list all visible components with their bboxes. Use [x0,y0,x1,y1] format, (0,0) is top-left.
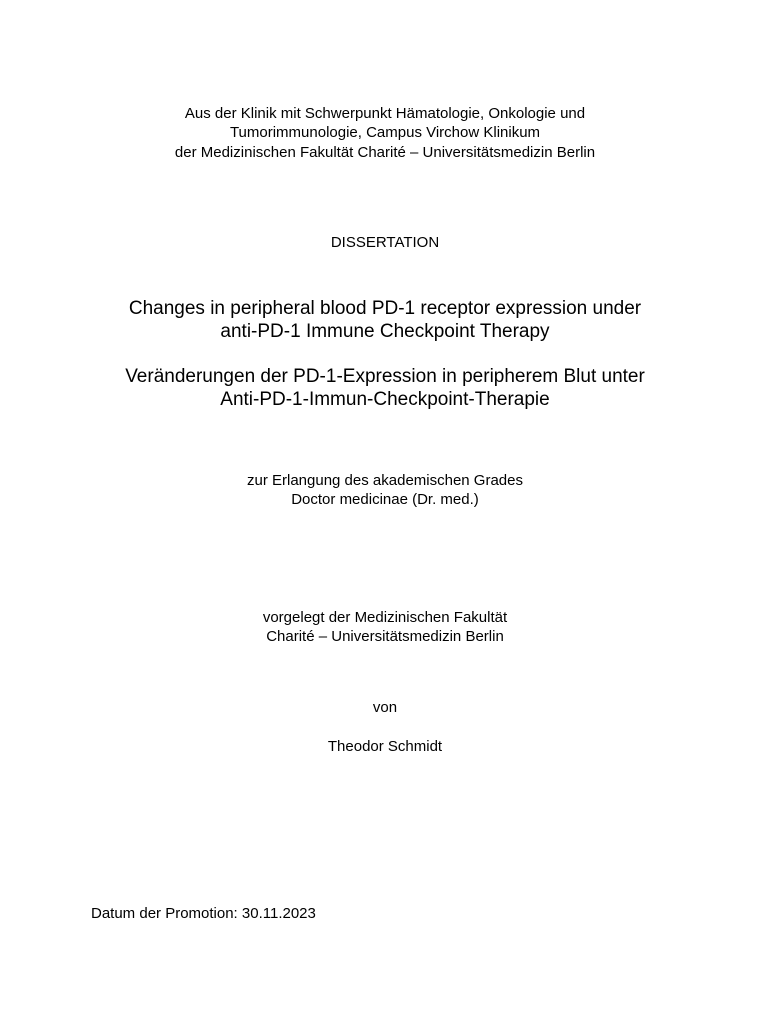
promotion-date: Datum der Promotion: 30.11.2023 [91,905,316,922]
degree-line-1: zur Erlangung des akademischen Grades [247,472,523,489]
institution-line-2: Tumorimmunologie, Campus Virchow Klinikum [229,124,541,141]
von-label: von [372,699,398,716]
degree-line-2: Doctor medicinae (Dr. med.) [291,491,479,508]
english-title-line-1: Changes in peripheral blood PD-1 receptor expression under [128,298,642,319]
submitted-line-2: Charité – Universitätsmedizin Berlin [266,628,504,645]
institution-line-3: der Medizinischen Fakultät Charité – Universitätsmedizin Berlin [174,144,596,161]
submitted-line-1: vorgelegt der Medizinischen Fakultät [262,609,508,626]
english-title-line-2: anti-PD-1 Immune Checkpoint Therapy [220,321,550,342]
author-name: Theodor Schmidt [327,738,443,755]
german-title-line-2: Anti-PD-1-Immun-Checkpoint-Therapie [220,389,550,410]
institution-line-1: Aus der Klinik mit Schwerpunkt Hämatologie, Onkologie und [184,105,586,122]
german-title-line-1: Veränderungen der PD-1-Expression in peripherem Blut unter [125,366,645,387]
document-type-heading: DISSERTATION [330,234,440,251]
